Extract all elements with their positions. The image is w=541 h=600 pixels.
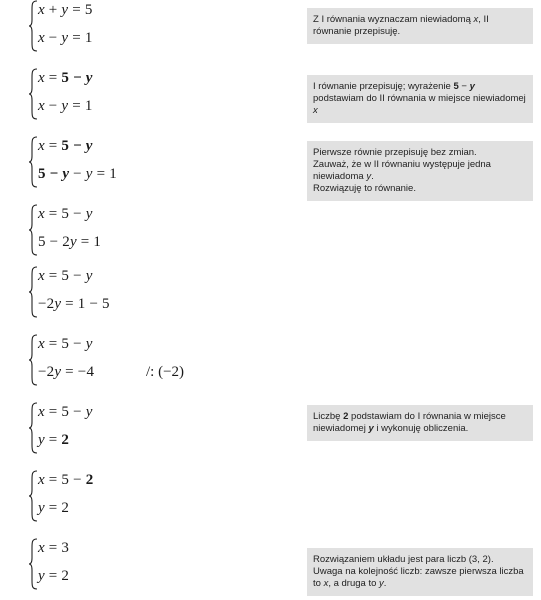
brace-icon — [28, 0, 38, 52]
equation-line-1: x = 5 − y — [38, 138, 93, 154]
equation-line-2: 5 − y − y = 1 — [38, 166, 117, 182]
brace-icon — [28, 204, 38, 256]
brace-icon — [28, 470, 38, 522]
equation-line-2: x − y = 1 — [38, 30, 93, 46]
note-text: Z I równania wyznaczam niewiadomą x, II równanie przepisuję. — [313, 14, 489, 37]
equation-system-7 — [28, 402, 278, 462]
equation-line-1: x + y = 5 — [38, 2, 93, 18]
brace-icon — [28, 402, 38, 454]
equation-system-3 — [28, 136, 278, 196]
equation-line-2: −2y = −4 — [38, 364, 95, 380]
note-step-1 — [307, 8, 533, 44]
brace-icon — [28, 68, 38, 120]
note-step-3 — [307, 141, 533, 201]
equation-line-2: −2y = 1 − 5 — [38, 296, 110, 312]
equation-line-1: x = 5 − y — [38, 206, 93, 222]
brace-icon — [28, 136, 38, 188]
equation-line-1: x = 5 − y — [38, 70, 93, 86]
equation-line-1: x = 5 − y — [38, 404, 93, 420]
equation-system-2 — [28, 68, 278, 128]
equation-system-5 — [28, 266, 278, 326]
equation-system-4 — [28, 204, 278, 264]
note-text: Liczbę 2 podstawiam do I równania w miejsce niewiadomej y i wykonuję obliczenia. — [313, 411, 506, 434]
division-operation: /: (−2) — [146, 364, 185, 380]
note-step-2 — [307, 75, 533, 123]
equation-line-2: y = 2 — [38, 568, 70, 584]
equation-line-2: y = 2 — [38, 500, 70, 516]
note-step-4 — [307, 405, 533, 441]
equation-line-1: x = 5 − y — [38, 336, 93, 352]
note-text: Rozwiązaniem układu jest para liczb (3, 2). Uwaga na kolejność liczb: zawsze pierwsza liczba to x, a druga to y. — [313, 554, 524, 589]
equation-line-2: y = 2 — [38, 432, 70, 448]
brace-icon — [28, 334, 38, 386]
equation-system-1 — [28, 0, 278, 60]
equation-system-8 — [28, 470, 278, 530]
note-text: Pierwsze równie przepisuję bez zmian. Zauważ, że w II równaniu występuje jedna niewiadoma y. Rozwiązuję to równanie. — [313, 147, 491, 194]
equation-system-9 — [28, 538, 278, 598]
brace-icon — [28, 538, 38, 590]
brace-icon — [28, 266, 38, 318]
equation-line-1: x = 3 — [38, 540, 70, 556]
equation-line-2: 5 − 2y = 1 — [38, 234, 102, 250]
note-text: I równanie przepisuję; wyrażenie 5 − y podstawiam do II równania w miejsce niewiadomej x — [313, 81, 526, 116]
equation-line-1: x = 5 − y — [38, 268, 93, 284]
equation-system-6 — [28, 334, 278, 394]
equation-line-2: x − y = 1 — [38, 98, 93, 114]
equation-line-1: x = 5 − 2 — [38, 472, 94, 488]
note-step-5 — [307, 548, 533, 596]
